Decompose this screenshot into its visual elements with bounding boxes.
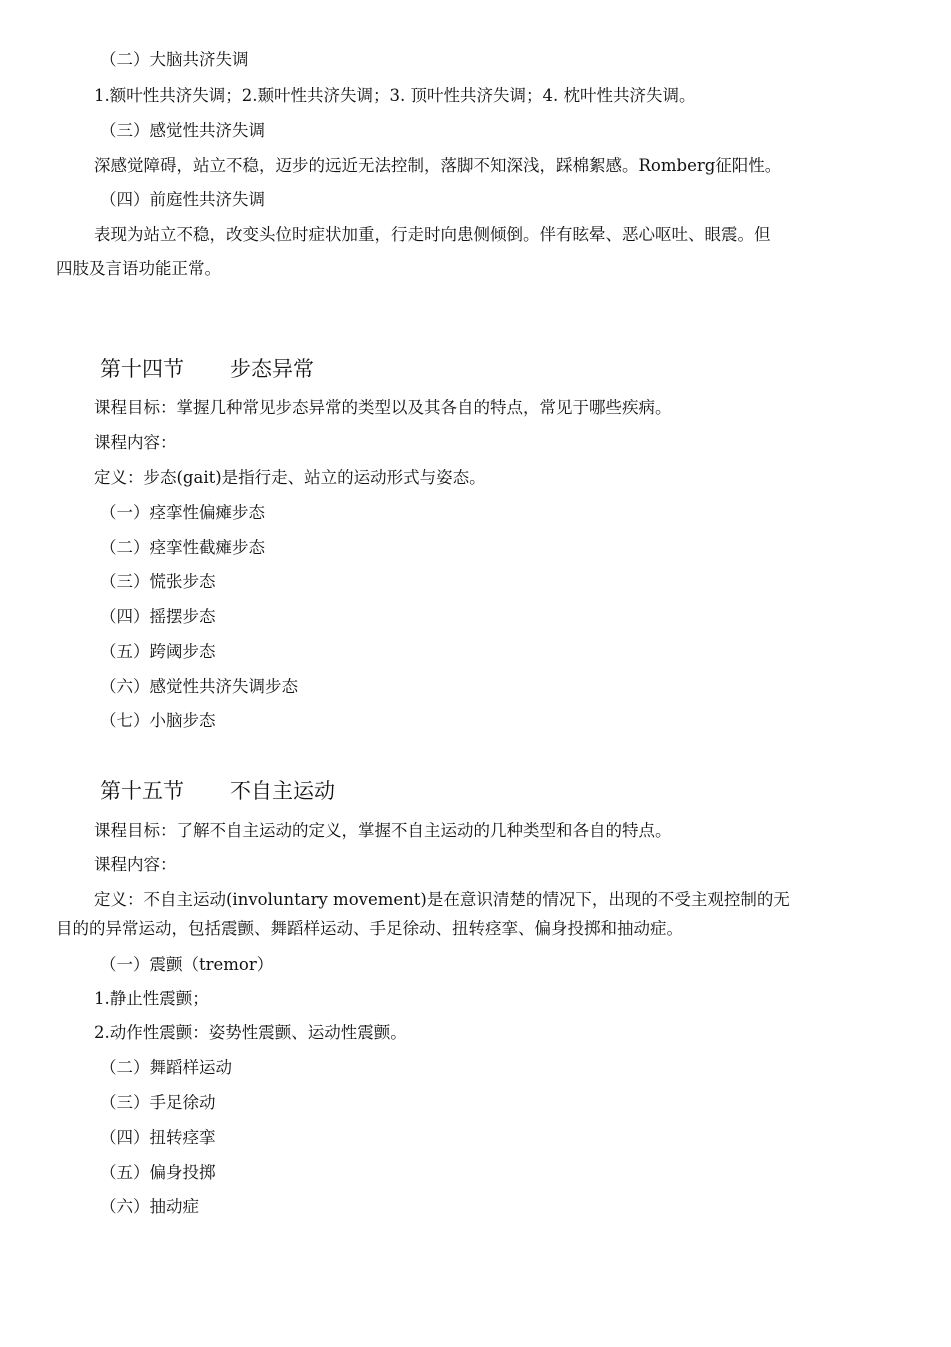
section-15-item-ballism: （五）偏身投掷 — [100, 1163, 216, 1182]
section-14-item-5: （五）跨阈步态 — [100, 642, 216, 661]
section-15-goal: 课程目标：了解不自主运动的定义，掌握不自主运动的几种类型和各自的特点。 — [94, 821, 672, 840]
section-14-goal: 课程目标：掌握几种常见步态异常的类型以及其各自的特点，常见于哪些疾病。 — [94, 398, 672, 417]
section-14-item-1: （一）痉挛性偏瘫步态 — [100, 503, 265, 522]
section-14-item-6: （六）感觉性共济失调步态 — [100, 677, 298, 696]
section-15-item-athetosis: （三）手足徐动 — [100, 1093, 216, 1112]
section-15-item-chorea: （二）舞蹈样运动 — [100, 1058, 232, 1077]
section-14-definition: 定义：步态(gait)是指行走、站立的运动形式与姿态。 — [94, 468, 486, 487]
line-vestibular-ataxia-heading: （四）前庭性共济失调 — [100, 190, 265, 209]
section-15-item-tremor: （一）震颤（tremor） — [100, 955, 274, 974]
section-15-tremor-rest: 1.静止性震颤； — [94, 989, 209, 1008]
section-14-heading — [100, 356, 314, 382]
section-14-title: 步态异常 — [230, 357, 314, 381]
section-14-item-7: （七）小脑步态 — [100, 711, 216, 730]
section-15-number: 第十五节 — [100, 779, 184, 803]
section-15-definition-1: 定义：不自主运动(involuntary movement)是在意识清楚的情况下，出现的不受主观控制的无 — [94, 890, 790, 909]
section-15-tremor-action: 2.动作性震颤：姿势性震颤、运动性震颤。 — [94, 1023, 407, 1042]
section-14-number: 第十四节 — [100, 357, 184, 381]
section-15-content-label: 课程内容： — [94, 855, 177, 874]
line-vestibular-ataxia-desc-2: 四肢及言语功能正常。 — [56, 259, 221, 278]
section-14-content-label: 课程内容： — [94, 433, 177, 452]
section-15-heading — [100, 778, 335, 804]
section-14-item-3: （三）慌张步态 — [100, 572, 216, 591]
section-15-definition-2: 目的的异常运动，包括震颤、舞蹈样运动、手足徐动、扭转痉挛、偏身投掷和抽动症。 — [56, 919, 683, 938]
section-14-item-2: （二）痉挛性截瘫步态 — [100, 538, 265, 557]
section-15-item-torsion: （四）扭转痉挛 — [100, 1128, 216, 1147]
line-cerebral-ataxia-heading: （二）大脑共济失调 — [100, 50, 249, 69]
section-15-item-tic: （六）抽动症 — [100, 1197, 199, 1216]
line-sensory-ataxia-heading: （三）感觉性共济失调 — [100, 121, 265, 140]
line-sensory-ataxia-desc: 深感觉障碍，站立不稳，迈步的远近无法控制，落脚不知深浅，踩棉絮感。Romberg征阳性。 — [94, 156, 782, 175]
line-vestibular-ataxia-desc-1: 表现为站立不稳，改变头位时症状加重，行走时向患侧倾倒。伴有眩晕、恶心呕吐、眼震。但 — [94, 225, 771, 244]
section-15-title: 不自主运动 — [230, 779, 335, 803]
section-14-item-4: （四）摇摆步态 — [100, 607, 216, 626]
line-cerebral-ataxia-types: 1.额叶性共济失调；2.颞叶性共济失调；3. 顶叶性共济失调；4. 枕叶性共济失调。 — [94, 86, 696, 105]
